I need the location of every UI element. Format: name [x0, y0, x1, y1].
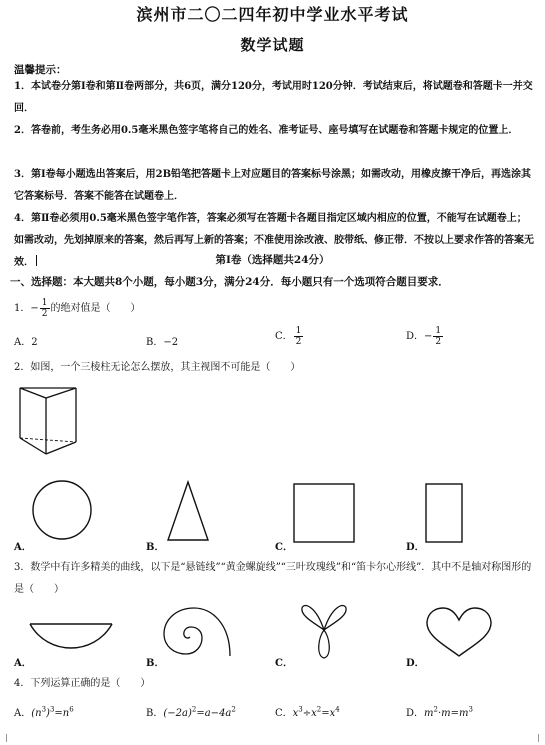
q4-c-eq: =x: [321, 708, 336, 719]
q4-option-b: [146, 704, 236, 719]
q4-option-d-label: D．: [406, 708, 425, 719]
q1-fraction: [40, 298, 50, 319]
q2-option-b-triangle: [166, 480, 210, 542]
q4-a-exp2: 3: [49, 705, 55, 714]
q4-option-a-label: A．: [14, 708, 32, 719]
notice-heading: 温馨提示：: [14, 64, 67, 76]
q4-a-base: (n: [31, 708, 42, 719]
q4-c-exp1: 3: [298, 705, 303, 714]
golden-spiral-curve: [160, 604, 232, 660]
q4-a-exp1: 3: [41, 705, 47, 714]
q4-b-exp1: 2: [191, 705, 197, 714]
q2-label-d: D．: [406, 542, 425, 553]
q3-label-c: C．: [275, 658, 293, 669]
q4-d-dot: ·m=m: [437, 708, 469, 719]
q1-option-c-den: 2: [295, 337, 302, 347]
page-title: 滨州市二〇二四年初中学业水平考试: [136, 5, 409, 24]
page-subtitle: 数学试题: [240, 36, 305, 54]
q1-option-c: [275, 326, 304, 347]
section-title: 第Ⅰ卷（选择题共24分）: [215, 254, 330, 266]
q2-option-c-square: [292, 482, 356, 544]
q4-b-expr2: =a−4a: [196, 708, 232, 719]
notice-item-4-text: 4．第Ⅱ卷必须用0.5毫米黑色签字笔作答，答案必须写在答题卡各题目指定区域内相应的位置，不能写在试题卷上；如需改动，先划掉原来的答案，然后再写上新的答案；不准使用涂改液、胶带纸、修正带．不按以上要求作答的答案无效．: [14, 213, 534, 268]
q4-b-exp2: 2: [231, 705, 236, 714]
q4-d-exp2: 3: [468, 705, 473, 714]
triangular-prism-figure: [16, 382, 92, 458]
q2-option-a-circle: [30, 478, 94, 542]
q1-option-a: A．2: [14, 337, 38, 348]
question-3-stem: 3．数学中有许多精美的曲线，以下是“悬链线”“黄金螺旋线”“三叶玫瑰线”和“笛卡尔心形线”．其中不是轴对称图形的是（ ）: [14, 562, 532, 595]
q1-option-d-neg: −: [424, 331, 433, 342]
q4-c-exp3: 4: [335, 705, 340, 714]
q1-option-b: B．−2: [146, 337, 179, 348]
notice-item-2: 2．答卷前，考生务必用0.5毫米黑色签字笔将自己的姓名、准考证号、座号填写在试题卷和答题卡规定的位置上．: [14, 125, 519, 136]
part-heading: 一、选择题：本大题共8个小题，每小题3分，满分24分．每小题只有一个选项符合题目要求．: [10, 276, 449, 288]
q4-option-c: [275, 704, 340, 719]
q4-c-div: ÷x: [302, 708, 317, 719]
q1-neg: −: [30, 303, 39, 314]
q2-option-d-rectangle: [424, 482, 464, 544]
q4-a-rest: =n: [54, 708, 70, 719]
page-corner-mark-left: [6, 734, 14, 742]
q3-label-a: A．: [14, 658, 32, 669]
q4-c-x: x: [292, 708, 299, 719]
q1-option-d-label: D．: [406, 331, 425, 342]
q1-option-d-num: 1: [435, 326, 442, 336]
q4-a-exp3: 6: [69, 705, 74, 714]
q1-option-d: [406, 326, 444, 347]
page-corner-mark-right: [531, 734, 539, 742]
q4-d-exp1: 2: [433, 705, 438, 714]
q1-option-d-den: 2: [435, 337, 442, 347]
q4-option-c-label: C．: [275, 708, 293, 719]
q2-label-c: C．: [275, 542, 293, 553]
question-4-stem: 4．下列运算正确的是（ ）: [14, 678, 151, 689]
q4-d-m: m: [424, 708, 434, 719]
catenary-curve: [28, 614, 114, 654]
q2-label-b: B．: [146, 542, 165, 553]
q3-label-d: D．: [406, 658, 425, 669]
q4-b-expr1: (−2a): [163, 708, 192, 719]
question-2-stem: 2．如图，一个三棱柱无论怎么摆放，其主视图不可能是（ ）: [14, 362, 301, 373]
q1-prefix: 1．: [14, 303, 31, 314]
q4-option-d: [406, 704, 473, 719]
q1-option-c-num: 1: [295, 326, 302, 336]
cardioid-heart-curve: [424, 606, 494, 658]
q1-option-c-fraction: [294, 326, 304, 347]
question-1-stem: [14, 298, 141, 319]
q1-option-c-label: C．: [275, 331, 293, 342]
q4-c-exp2: 2: [316, 705, 322, 714]
q3-label-b: B．: [146, 658, 165, 669]
q4-a-close: ): [46, 708, 50, 719]
notice-item-3: 3．第Ⅰ卷每小题选出答案后，用2B铅笔把答题卡上对应题目的答案标号涂黑；如需改动，用橡皮擦干净后，再选涂其它答案标号．答案不能答在试题卷上．: [14, 169, 532, 202]
q4-option-b-label: B．: [146, 708, 164, 719]
q4-option-a: [14, 704, 74, 719]
q1-denominator: 2: [41, 309, 48, 319]
notice-item-1: 1．本试卷分第Ⅰ卷和第Ⅱ卷两部分，共6页，满分120分，考试用时120分钟．考试结束后，将试题卷和答题卡一并交回．: [14, 81, 533, 114]
three-leaf-rose-curve: [296, 602, 352, 660]
q1-numerator: 1: [41, 298, 48, 308]
q2-label-a: A．: [14, 542, 32, 553]
q1-option-d-fraction: [433, 326, 443, 347]
q1-suffix: 的绝对值是（ ）: [50, 303, 141, 314]
